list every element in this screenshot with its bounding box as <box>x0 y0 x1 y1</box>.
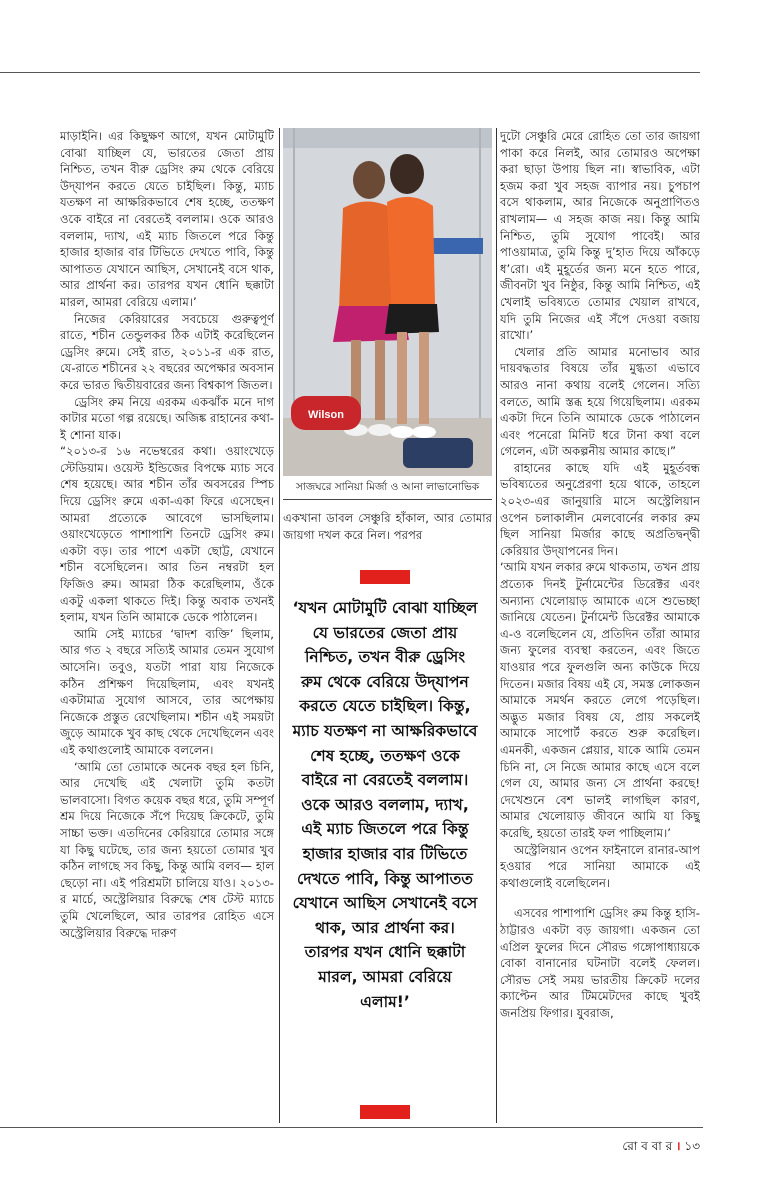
page-folio <box>622 1137 700 1158</box>
paragraph: খেলার প্রতি আমার মনোভাব আর দায়বদ্ধতার বিষয়ে তাঁর মুগ্ধতা এভাবে আরও নানা কথায় বলেই গেলেন। সত্যি বলতে, আমি স্তব্ধ হয়ে গিয়েছিলাম। এরকম একটা দিনে তিনি আমাকে ডেকে পাঠালেন এবং পনেরো মিনিট ধরে টানা কথা বলে গেলেন, এটা অকল্পনীয় আমার কাছে।” <box>500 344 700 459</box>
column-divider <box>496 128 497 1123</box>
paragraph: ড্রেসিং রুম নিয়ে এরকম একঝাঁক মনে দাগ কাটার মতো গল্প রয়েছে। অজিঙ্ক রাহানের কথা-ই শোনা যাক। <box>60 394 274 442</box>
paragraph: “২০১৩-র ১৬ নভেম্বরের কথা। ওয়াংখেড়ে স্টেডিয়াম। ওয়েস্ট ইন্ডিজের বিপক্ষে ম্যাচ সবে শেষ হয়েছে। আর শচীন তাঁর অবসরের স্পিচ দিয়ে ড্রেসিং রুমে একা-একা ফিরে এসেছেন। আমরা প্রত্যেকে আবেগে ভাসছিলাম। ওয়াংখেড়েতে পাশাপাশি তিনটে ড্রেসিং রুম। একটা বড়। তার পাশে একটা ছোট্ট, যেখানে শচীন বসেছিলেন। আর তিন নম্বরটা হল ফিজিও রুম। আমরা ঠিক করেছিলাম, ওঁকে একটু একলা থাকতে দিই। কিন্তু অবাক তখনই হলাম, যখন তিনি আমাকে ডেকে পাঠালেন। <box>60 444 274 625</box>
article-column-2 <box>283 510 492 546</box>
caption-rule <box>283 499 492 500</box>
magazine-name: রো ব বা র <box>622 1139 673 1153</box>
paragraph: নিজের কেরিয়ারের সবচেয়ে গুরুত্বপূর্ণ রাতে, শচীন তেন্ডুলকর ঠিক এটাই করেছিলেন ড্রেসিং রুমে। সেই রাত, ২০১১-র এক রাত, যে-রাতে শচীনের ২২ বছরের অপেক্ষার অবসান করে ভারত দ্বিতীয়বারের জন্য বিশ্বকাপ জিতল। <box>60 311 274 392</box>
top-rule <box>0 72 700 73</box>
paragraph: ‘আমি যখন লকার রুমে থাকতাম, তখন প্রায় প্রত্যেক দিনই টুর্নামেন্টের ডিরেক্টর এবং অন্যান্য খেলোয়াড় আমাকে এসে শুভেচ্ছা জানিয়ে যেতেন। টুর্নামেন্ট ডিরেক্টর আমাকে এ-ও বলেছিলেন যে, প্রতিদিন তাঁরা আমার জন্য ফুলের ব্যবস্থা করতেন, এবং জিতে যাওয়ার পরে ফুলগুলি অন্য কাউকে দিয়ে দিতেন। মজার বিষয় এই যে, সমস্ত লোকজন আমাকে সমর্থন করতে লেগে পড়েছিল। অদ্ভুত মজার বিষয় যে, প্রায় সকলেই আমাকে সাপোর্ট করতে শুরু করেছিল। এমনকী, একজন প্লেয়ার, যাকে আমি তেমন চিনি না, সে নিজে আমার কাছে এসে বলে গেল যে, আমার জন্য সে প্রার্থনা করছে! দেখেশুনে বেশ ভালই লাগছিল কারণ, আমার খেলোয়াড় জীবনে আমি যা কিছু করেছি, হয়তো তারই ফল পাচ্ছিলাম।’ <box>500 560 700 840</box>
paragraph: এসবের পাশাপাশি ড্রেসিং রুম কিন্তু হাসি-ঠাট্টারও একটা বড় জায়গা। একজন তো এপ্রিল ফুলের দিনে সৌরভ গঙ্গোপাধ্যায়কে বোকা বানানোর ঘটনাটা বলেই ফেলল। সৌরভ সেই সময় ভারতীয় ক্রিকেট দলের ক্যাপ্টেন আর টিমমেটদের কাছে খুবই জনপ্রিয় ফিগার। যুবরাজ, <box>500 906 700 1020</box>
paragraph: অস্ট্রেলিয়ান ওপেন ফাইনালে রানার-আপ হওয়ার পরে সানিয়া আমাকে এই কথাগুলোই বলেছিলেন। <box>500 842 700 890</box>
paragraph: দুটো সেঞ্চুরি মেরে রোহিত তো তার জায়গা পাকা করে নিলই, আর তোমারও অপেক্ষা করা ছাড়া উপায় ছিল না। স্বাভাবিক, এটা হজম করা খুব সহজ ব্যাপার নয়। চুপচাপ বসে থাকলাম, আর নিজেকে অনুপ্রাণিতও রাখলাম— এ সহজ কাজ নয়। কিন্তু আমি নিশ্চিত, তুমি সুযোগ পাবেই। আর পাওয়ামাত্র, তুমি কিন্তু দু’হাত দিয়ে আঁকড়ে ধ’রো। এই মুহূর্তের জন্য মনে হতে পারে, জীবনটা খুব নিষ্ঠুর, কিন্তু আমি নিশ্চিত, এই খেলাই ভবিষ্যতে তোমার খেয়াল রাখবে, যদি তুমি নিজের এই সঁপে দেওয়া বজায় রাখো।’ <box>500 129 700 343</box>
paragraph: একখানা ডাবল সেঞ্চুরি হাঁকাল, আর তোমার জায়গা দখল করে নিল। পরপর <box>283 511 492 542</box>
paragraph: মাড়াইনি। এর কিছুক্ষণ আগে, যখন মোটামুটি বোঝা যাচ্ছিল যে, ভারতের জেতা প্রায় নিশ্চিত, তখন বীরু ড্রেসিং রুম থেকে বেরিয়ে উদ্‌যাপন করতে যেতে চাইছিল। কিন্তু, ম্যাচ যতক্ষণ না আক্ষরিকভাবে শেষ হচ্ছে, ততক্ষণ ওকে বাইরে না বেরতেই বললাম। ওকে আরও বললাম, দ্যাখ, এই ম্যাচ জিতলে পরে কিন্তু হাজার হাজার বার টিভিতে দেখতে পাবি, কিন্তু আপাতত যেখানে আছিস, সেখানেই বসে থাক, আর প্রার্থনা কর। তারপর যখন ধোনি ছক্কাটা মারল, আমরা বেরিয়ে এলাম।’ <box>60 129 274 309</box>
pull-quote-text: ‘যখন মোটামুটি বোঝা যাচ্ছিল যে ভারতের জেতা প্রায় নিশ্চিত, তখন বীরু ড্রেসিং রুম থেকে বেরিয়ে উদ্‌যাপন করতে যেতে চাইছিল। কিন্তু, ম্যাচ যতক্ষণ না আক্ষরিকভাবে শেষ হচ্ছে, ততক্ষণ ওকে বাইরে না বেরতেই বললাম। ওকে আরও বললাম, দ্যাখ, এই ম্যাচ জিতলে পরে কিন্তু হাজার হাজার বার টিভিতে দেখতে পাবি, কিন্তু আপাতত যেখানে আছিস সেখানেই বসে থাক, আর প্রার্থনা কর। তারপর যখন ধোনি ছক্কাটা মারল, আমরা বেরিয়ে এলাম!’ <box>292 599 478 1011</box>
photo-caption: সাজঘরে সানিয়া মির্জা ও আনা লাভানোভিক <box>295 481 480 493</box>
folio-separator: । <box>676 1139 681 1153</box>
column-divider <box>279 128 280 1123</box>
paragraph: আমি সেই ম্যাচের ‘দ্বাদশ ব্যক্তি’ ছিলাম, আর গত ২ বছরে সত্যিই আমার তেমন সুযোগ আসেনি। তবুও, যতটা পারা যায় নিজেকে কঠিন প্রশিক্ষণ দিয়েছিলাম, এবং যখনই একটামাত্র সুযোগ আসবে, তার অপেক্ষায় নিজেকে প্রস্তুত রেখেছিলাম। শচীন এই সময়টা জুড়ে আমাকে খুব কাছ থেকে দেখেছিলেন এবং এই কথাগুলোই আমাকে বললেন। <box>60 626 274 757</box>
pull-quote <box>292 596 478 1096</box>
paragraph: ‘আমি তো তোমাকে অনেক বছর হল চিনি, আর দেখেছি এই খেলাটা তুমি কতটা ভালবাসো। বিগত কয়েক বছর ধরে, তুমি সম্পূর্ণ শ্রম দিয়ে নিজেকে সঁপে দিয়েছ ক্রিকেটে, তুমি সাচ্চা ভক্ত। এতদিনের কেরিয়ারে তোমার সঙ্গে যা কিছু ঘটেছে, তার জন্য হয়তো তোমার খুব কঠিন লাগছে সব কিছু, কিন্তু আমি বলব— হাল ছেড়ো না। এই পরিশ্রমটা চালিয়ে যাও। ২০১৩-র মার্চে, অস্ট্রেলিয়ার বিরুদ্ধে শেষ টেস্ট ম্যাচে তুমি খেলেছিলে, আর তারপর রোহিত এসে অস্ট্রেলিয়ার বিরুদ্ধে দারুণ <box>60 759 274 940</box>
photo-illustration <box>283 128 492 476</box>
page-number: ১৩ <box>684 1139 700 1153</box>
pullquote-bar-bottom <box>360 1105 410 1119</box>
article-column-1 <box>60 128 274 1125</box>
article-column-3 <box>500 128 700 1125</box>
article-photo <box>283 128 492 476</box>
paragraph: রাহানের কাছে যদি এই মুহূর্তবন্ধ ভবিষ্যতের অনুপ্রেরণা হয়ে থাকে, তাহলে ২০২৩-এর জানুয়ারি মাসে অস্ট্রেলিয়ান ওপেন চলাকালীন মেলবোর্নের লকার রুম ছিল সানিয়া মির্জার কাছে অপ্রতিদ্বন্দ্বী কেরিয়ার উদ্‌যাপনের দিন। <box>500 460 700 558</box>
bottom-rule <box>0 1127 703 1128</box>
bag-logo: Wilson <box>308 409 344 421</box>
pullquote-bar-top <box>360 570 410 584</box>
